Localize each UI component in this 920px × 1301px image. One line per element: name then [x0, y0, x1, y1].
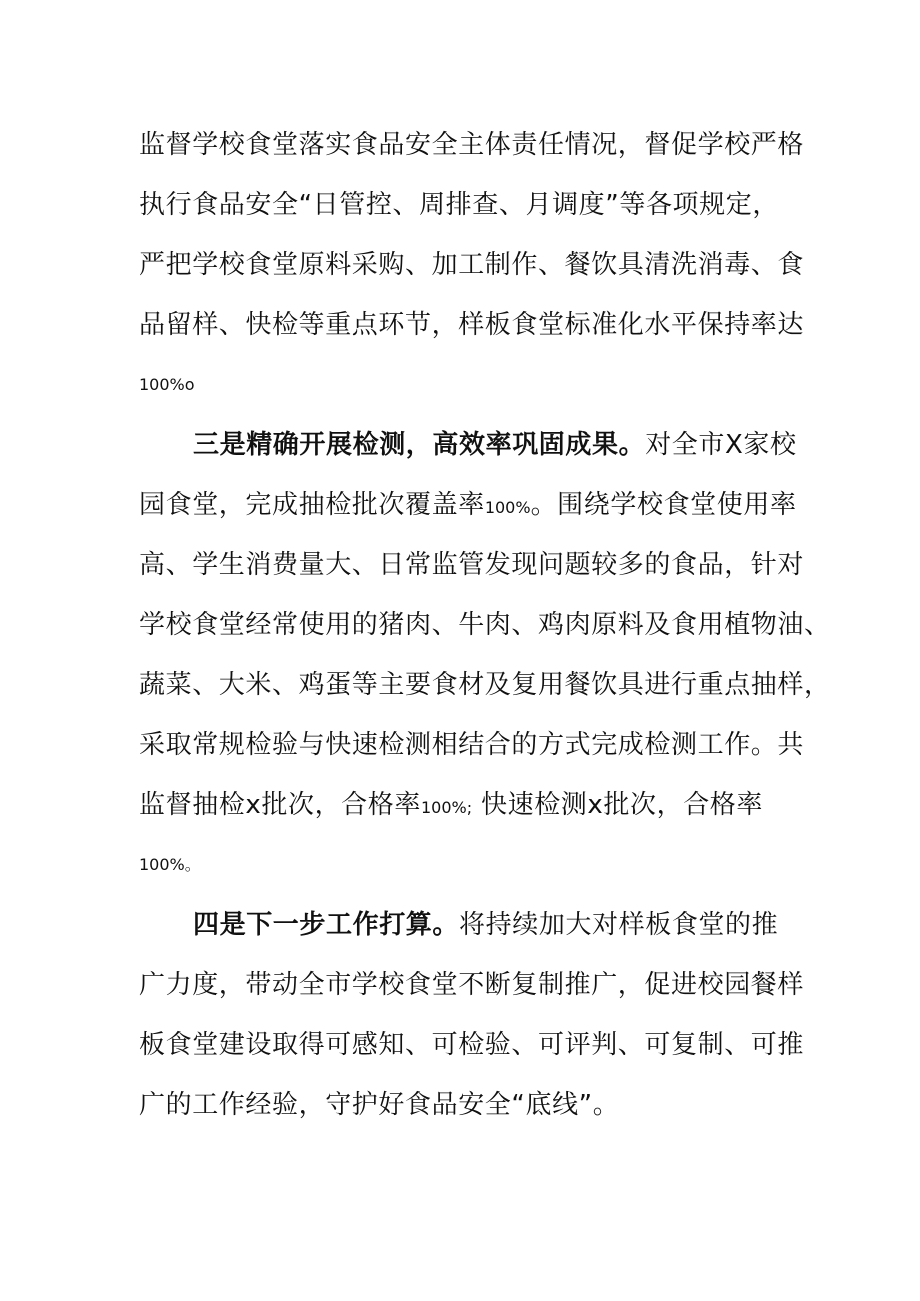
supervision-pass-rate: 100%;	[421, 798, 473, 817]
paragraph-2-line-6: 采取常规检验与快速检测相结合的方式完成检测工作。共	[139, 730, 805, 760]
paragraph-2-line-3: 高、学生消费量大、日常监管发现问题较多的食品，针对	[139, 550, 805, 580]
paragraph-2-line-5: 蔬菜、大米、鸡蛋等主要食材及复用餐饮具进行重点抽样，	[139, 670, 831, 700]
paragraph-1-line-3: 严把学校食堂原料采购、加工制作、餐饮具清洗消毒、食	[139, 250, 805, 280]
paragraph-2-line-4: 学校食堂经常使用的猪肉、牛肉、鸡肉原料及食用植物油、	[139, 610, 831, 640]
paragraph-1-line-5: 100%o	[139, 375, 195, 394]
paragraph-3-line-1-text: 将持续加大对样板食堂的推	[459, 910, 779, 940]
paragraph-2-line-2-text: 园食堂，完成抽检批次覆盖率	[139, 490, 485, 520]
paragraph-2-line-7-text: 监督抽检x批次，合格率	[139, 790, 421, 820]
paragraph-3-line-1	[193, 905, 789, 945]
paragraph-2-line-2-tail: 。围绕学校食堂使用率	[530, 490, 797, 520]
paragraph-2-line-2	[139, 485, 797, 525]
paragraph-2-line-7-tail: 快速检测x批次，合格率	[472, 790, 763, 820]
paragraph-1-line-2: 执行食品安全“日管控、周排查、月调度”等各项规定，	[139, 190, 779, 220]
paragraph-3-line-4: 广的工作经验，守护好食品安全“底线”。	[139, 1090, 620, 1120]
paragraph-2-heading: 三是精确开展检测，高效率巩固成果。	[193, 430, 646, 460]
paragraph-3-heading: 四是下一步工作打算。	[193, 910, 460, 940]
paragraph-3-line-3: 板食堂建设取得可感知、可检验、可评判、可复制、可推	[139, 1030, 805, 1060]
paragraph-2-line-7	[139, 785, 789, 825]
paragraph-2-line-1-text: 对全市X家校	[645, 430, 797, 460]
paragraph-2-line-1	[193, 425, 797, 465]
paragraph-1-line-4: 品留样、快检等重点环节，样板食堂标准化水平保持率达	[139, 310, 805, 340]
coverage-rate: 100%	[484, 498, 531, 517]
paragraph-2-line-8: 100%。	[139, 855, 201, 874]
paragraph-3-line-2: 广力度，带动全市学校食堂不断复制推广，促进校园餐样	[139, 970, 805, 1000]
paragraph-1-line-1: 监督学校食堂落实食品安全主体责任情况，督促学校严格	[139, 130, 805, 160]
